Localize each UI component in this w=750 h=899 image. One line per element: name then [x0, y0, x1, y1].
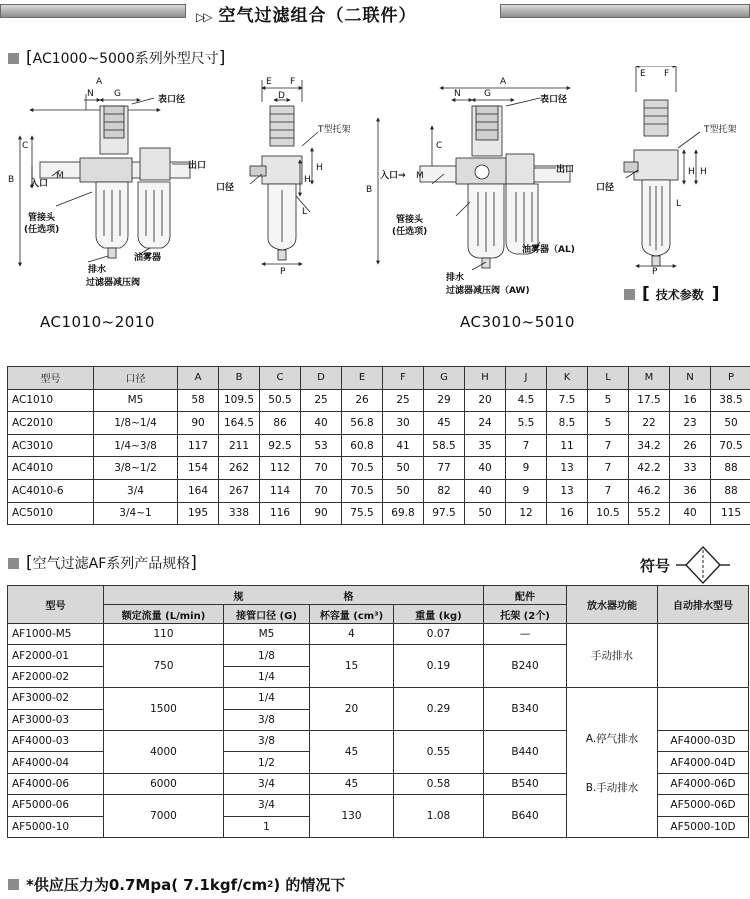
value-cell: M5: [94, 389, 178, 412]
label-tube-joint-left: 管接头: [28, 213, 56, 223]
col-header: L: [588, 367, 629, 390]
label-tube-joint-right: 管接头: [396, 215, 424, 225]
value-cell: 26: [670, 434, 711, 457]
section-heading-dimensions: [ AC1000~5000系列外型尺寸 ]: [8, 48, 225, 68]
bracket-cell: B540: [484, 773, 567, 794]
value-cell: 50.5: [260, 389, 301, 412]
weight-cell: 0.58: [394, 773, 484, 794]
value-cell: 77: [424, 457, 465, 480]
auto-drain-cell: AF5000-10D: [658, 816, 749, 837]
value-cell: 195: [178, 502, 219, 525]
model-cell: AF3000-03: [8, 709, 104, 730]
value-cell: 338: [219, 502, 260, 525]
value-cell: 5: [588, 412, 629, 435]
col-header: M: [629, 367, 670, 390]
value-cell: 46.2: [629, 479, 670, 502]
col-header: E: [342, 367, 383, 390]
label-inlet-left: 入口: [30, 179, 49, 189]
diagram-right-assembly: [378, 88, 570, 270]
value-cell: 70: [301, 457, 342, 480]
label-tube-joint-optional-left: (任选项): [24, 225, 60, 235]
pipe-cell: 1/8: [224, 645, 310, 666]
caption-right-series: AC3010~5010: [460, 313, 575, 331]
model-cell: AC5010: [8, 502, 94, 525]
dim-label-a-left: A: [96, 77, 103, 87]
value-cell: 55.2: [629, 502, 670, 525]
flow-cell: 1500: [104, 688, 224, 731]
value-cell: 7.5: [547, 389, 588, 412]
value-cell: 16: [547, 502, 588, 525]
label-inlet-right: 入口→: [380, 171, 406, 181]
dim-label-m-right: M: [416, 171, 424, 181]
cup-cell: 45: [310, 730, 394, 773]
dim-label-p-right: P: [652, 267, 658, 277]
dim-label-h1-left: H: [304, 175, 311, 185]
value-cell: 22: [629, 412, 670, 435]
bracket-cell: B440: [484, 730, 567, 773]
weight-cell: 0.29: [394, 688, 484, 731]
value-cell: 26: [342, 389, 383, 412]
table-row: [8, 479, 750, 502]
bracket-cell: B240: [484, 645, 567, 688]
diagram-right-side-view: [624, 66, 700, 266]
header-auto-drain-model: 自动排水型号: [658, 586, 749, 624]
page-title: [196, 1, 416, 26]
model-cell: AF2000-02: [8, 666, 104, 687]
drain-function-cell: 手动排水: [567, 624, 658, 688]
value-cell: 70.5: [342, 479, 383, 502]
weight-cell: 0.07: [394, 624, 484, 645]
label-drain-right: 排水: [446, 273, 465, 283]
model-cell: AC4010: [8, 457, 94, 480]
value-cell: 13: [547, 479, 588, 502]
dim-label-d-left: D: [278, 91, 285, 101]
value-cell: 7: [588, 457, 629, 480]
auto-drain-cell: AF5000-06D: [658, 795, 749, 816]
dim-label-f-left: F: [290, 77, 296, 87]
value-cell: 5.5: [506, 412, 547, 435]
model-cell: AC2010: [8, 412, 94, 435]
col-header: H: [465, 367, 506, 390]
dim-label-g-right: G: [484, 89, 491, 99]
dim-label-h2-left: H: [316, 163, 323, 173]
auto-drain-cell-empty: [658, 624, 749, 688]
value-cell: 114: [260, 479, 301, 502]
header-flow: 额定流量 (L/min): [104, 605, 224, 624]
dim-label-g-left: G: [114, 89, 121, 99]
model-cell: AF2000-01: [8, 645, 104, 666]
col-header: F: [383, 367, 424, 390]
value-cell: 112: [260, 457, 301, 480]
symbol-label: 符号: [640, 556, 671, 575]
square-bullet-icon: [8, 879, 19, 890]
drain-option-a: A.停气排水: [585, 732, 639, 745]
value-cell: 33: [670, 457, 711, 480]
model-cell: AC1010: [8, 389, 94, 412]
col-header: C: [260, 367, 301, 390]
table-row: [8, 389, 750, 412]
value-cell: 42.2: [629, 457, 670, 480]
flow-cell: 110: [104, 624, 224, 645]
dim-label-l-left: L: [302, 207, 308, 217]
value-cell: 97.5: [424, 502, 465, 525]
caption-left-series: AC1010~2010: [40, 313, 155, 331]
table-row: [8, 624, 749, 645]
dim-label-b-right: B: [366, 185, 373, 195]
label-outlet-left: 出口: [188, 161, 207, 171]
value-cell: 88: [711, 479, 750, 502]
spec-table-body: [8, 624, 749, 838]
dim-label-h1-right: H: [688, 167, 695, 177]
value-cell: 50: [465, 502, 506, 525]
label-bracket-left: T型托架: [318, 125, 351, 135]
value-cell: 262: [219, 457, 260, 480]
value-cell: 25: [301, 389, 342, 412]
pipe-cell: 1: [224, 816, 310, 837]
header-accessory: 配件: [484, 586, 567, 605]
value-cell: 30: [383, 412, 424, 435]
value-cell: 9: [506, 457, 547, 480]
value-cell: 3/4: [94, 479, 178, 502]
value-cell: 29: [424, 389, 465, 412]
value-cell: 50: [383, 457, 424, 480]
dimension-table-body: [8, 389, 750, 525]
dim-label-n-right: N: [454, 89, 461, 99]
value-cell: 4.5: [506, 389, 547, 412]
value-cell: 17.5: [629, 389, 670, 412]
pipe-cell: 1/4: [224, 666, 310, 687]
pipe-cell: 3/4: [224, 795, 310, 816]
dim-label-c-left: C: [22, 141, 29, 151]
value-cell: 164.5: [219, 412, 260, 435]
bracket-cell: B640: [484, 795, 567, 838]
value-cell: 70.5: [711, 434, 750, 457]
dim-label-a-right: A: [500, 77, 507, 87]
value-cell: 16: [670, 389, 711, 412]
value-cell: 154: [178, 457, 219, 480]
value-cell: 13: [547, 457, 588, 480]
value-cell: 75.5: [342, 502, 383, 525]
col-header: J: [506, 367, 547, 390]
value-cell: 1/4~3/8: [94, 434, 178, 457]
label-bracket-right: T型托架: [704, 125, 737, 135]
flow-cell: 4000: [104, 730, 224, 773]
auto-drain-cell: AF4000-06D: [658, 773, 749, 794]
footnote-suffix: ) 的情况下: [273, 876, 346, 894]
label-lubricator-right: 油雾器（AL): [522, 245, 575, 255]
header-pipe: 接管口径 (G): [224, 605, 310, 624]
header-bracket: 托架 (2个): [484, 605, 567, 624]
table-row: [8, 412, 750, 435]
col-header: P: [711, 367, 750, 390]
table-row: [8, 434, 750, 457]
cup-cell: 20: [310, 688, 394, 731]
label-lubricator-left: 油雾器: [134, 253, 162, 263]
header-drain-function: 放水器功能: [567, 586, 658, 624]
value-cell: 3/8~1/2: [94, 457, 178, 480]
header-model: 型号: [8, 586, 104, 624]
value-cell: 9: [506, 479, 547, 502]
square-bullet-icon: [8, 53, 19, 64]
pipe-cell: 3/4: [224, 773, 310, 794]
col-header: D: [301, 367, 342, 390]
col-header: N: [670, 367, 711, 390]
value-cell: 7: [588, 479, 629, 502]
value-cell: 12: [506, 502, 547, 525]
col-header: K: [547, 367, 588, 390]
value-cell: 5: [588, 389, 629, 412]
dim-label-m-left: M: [56, 171, 64, 181]
cup-cell: 4: [310, 624, 394, 645]
header-weight: 重量 (kg): [394, 605, 484, 624]
footnote-superscript: 2: [267, 879, 274, 890]
label-drain-left: 排水: [88, 265, 107, 275]
value-cell: 60.8: [342, 434, 383, 457]
supply-pressure-footnote: [8, 874, 345, 895]
square-bullet-icon: [8, 558, 19, 569]
banner-left-bar: [0, 4, 186, 18]
value-cell: 11: [547, 434, 588, 457]
model-cell: AF5000-06: [8, 795, 104, 816]
pipe-cell: M5: [224, 624, 310, 645]
value-cell: 56.8: [342, 412, 383, 435]
model-cell: AF5000-10: [8, 816, 104, 837]
section-heading-specs: [ 空气过滤AF系列产品规格 ]: [8, 553, 197, 573]
weight-cell: 1.08: [394, 795, 484, 838]
value-cell: 10.5: [588, 502, 629, 525]
value-cell: 40: [301, 412, 342, 435]
dim-label-n-left: N: [87, 89, 94, 99]
value-cell: 115: [711, 502, 750, 525]
pipe-cell: 1/4: [224, 688, 310, 709]
pipe-cell: 3/8: [224, 709, 310, 730]
dim-label-f-right: F: [664, 69, 670, 79]
model-cell: AF1000-M5: [8, 624, 104, 645]
value-cell: 34.2: [629, 434, 670, 457]
model-cell: AF4000-04: [8, 752, 104, 773]
value-cell: 7: [506, 434, 547, 457]
value-cell: 164: [178, 479, 219, 502]
value-cell: 40: [465, 457, 506, 480]
value-cell: 70: [301, 479, 342, 502]
flow-cell: 750: [104, 645, 224, 688]
pipe-cell: 1/2: [224, 752, 310, 773]
dim-label-e-right: E: [640, 69, 646, 79]
filter-symbol: [640, 545, 730, 585]
value-cell: 7: [588, 434, 629, 457]
value-cell: 267: [219, 479, 260, 502]
col-header: 口径: [94, 367, 178, 390]
pipe-cell: 3/8: [224, 730, 310, 751]
value-cell: 23: [670, 412, 711, 435]
col-header: G: [424, 367, 465, 390]
drain-function-cell-ab: [567, 688, 658, 838]
label-port-left: 口径: [216, 183, 235, 193]
dim-label-p-left: P: [280, 267, 286, 277]
page-title-text: 空气过滤组合（二联件）: [218, 6, 417, 26]
model-cell: AC3010: [8, 434, 94, 457]
model-cell: AF3000-02: [8, 688, 104, 709]
model-cell: AC4010-6: [8, 479, 94, 502]
value-cell: 25: [383, 389, 424, 412]
diagram-left-side-view: [250, 80, 318, 264]
header-spec: 规 格: [104, 586, 484, 605]
value-cell: 58.5: [424, 434, 465, 457]
auto-drain-cell: AF4000-03D: [658, 730, 749, 751]
value-cell: 35: [465, 434, 506, 457]
spec-table: [7, 585, 749, 838]
value-cell: 116: [260, 502, 301, 525]
dimension-table-header: [8, 367, 750, 390]
section-title: 空气过滤AF系列产品规格: [32, 556, 191, 572]
label-gauge-port-right: 表口径: [540, 95, 568, 105]
value-cell: 53: [301, 434, 342, 457]
value-cell: 90: [178, 412, 219, 435]
label-port-right: 口径: [596, 183, 615, 193]
value-cell: 8.5: [547, 412, 588, 435]
table-row: [8, 502, 750, 525]
square-bullet-icon: [624, 289, 635, 300]
value-cell: 40: [670, 502, 711, 525]
weight-cell: 0.19: [394, 645, 484, 688]
dim-label-l-right: L: [676, 199, 682, 209]
auto-drain-cell-empty: [658, 688, 749, 731]
value-cell: 86: [260, 412, 301, 435]
label-tube-joint-optional-right: (任选项): [392, 227, 428, 237]
value-cell: 69.8: [383, 502, 424, 525]
value-cell: 109.5: [219, 389, 260, 412]
label-filter-regulator-left: 过滤器减压阀: [86, 278, 141, 288]
page-banner: [0, 0, 750, 24]
value-cell: 211: [219, 434, 260, 457]
value-cell: 90: [301, 502, 342, 525]
table-row: [8, 457, 750, 480]
value-cell: 24: [465, 412, 506, 435]
value-cell: 3/4~1: [94, 502, 178, 525]
col-header: 型号: [8, 367, 94, 390]
flow-cell: 7000: [104, 795, 224, 838]
bracket-cell: B340: [484, 688, 567, 731]
cup-cell: 130: [310, 795, 394, 838]
value-cell: 36: [670, 479, 711, 502]
dimension-table: [7, 366, 750, 525]
flow-cell: 6000: [104, 773, 224, 794]
dim-label-b-left: B: [8, 175, 15, 185]
value-cell: 45: [424, 412, 465, 435]
banner-arrows: ▷▷: [196, 10, 211, 24]
value-cell: 82: [424, 479, 465, 502]
tech-params-heading: [ 技术参数 ]: [624, 284, 720, 304]
value-cell: 38.5: [711, 389, 750, 412]
auto-drain-cell: AF4000-04D: [658, 752, 749, 773]
filter-symbol-icon: [676, 545, 730, 585]
model-cell: AF4000-06: [8, 773, 104, 794]
header-cup: 杯容量 (cm³): [310, 605, 394, 624]
bracket-cell: —: [484, 624, 567, 645]
value-cell: 70.5: [342, 457, 383, 480]
label-filter-regulator-right: 过滤器减压阀（AW): [446, 286, 530, 296]
value-cell: 117: [178, 434, 219, 457]
value-cell: 50: [383, 479, 424, 502]
value-cell: 58: [178, 389, 219, 412]
footnote-prefix: *供应压力为0.7Mpa( 7.1kgf/cm: [26, 876, 268, 894]
dim-label-c-right: C: [436, 141, 443, 151]
value-cell: 20: [465, 389, 506, 412]
value-cell: 1/8~1/4: [94, 412, 178, 435]
dim-label-h2-right: H: [700, 167, 707, 177]
value-cell: 50: [711, 412, 750, 435]
weight-cell: 0.55: [394, 730, 484, 773]
value-cell: 88: [711, 457, 750, 480]
label-gauge-port-left: 表口径: [158, 95, 186, 105]
cup-cell: 45: [310, 773, 394, 794]
value-cell: 40: [465, 479, 506, 502]
col-header: B: [219, 367, 260, 390]
label-outlet-right: 出口: [556, 165, 575, 175]
dim-label-e-left: E: [266, 77, 272, 87]
table-row: [8, 688, 749, 709]
model-cell: AF4000-03: [8, 730, 104, 751]
tech-params-label: 技术参数: [655, 287, 704, 302]
cup-cell: 15: [310, 645, 394, 688]
drain-option-b: B.手动排水: [585, 781, 639, 794]
value-cell: 92.5: [260, 434, 301, 457]
col-header: A: [178, 367, 219, 390]
banner-right-bar: [500, 4, 750, 18]
section-title: AC1000~5000系列外型尺寸: [32, 51, 219, 67]
value-cell: 41: [383, 434, 424, 457]
